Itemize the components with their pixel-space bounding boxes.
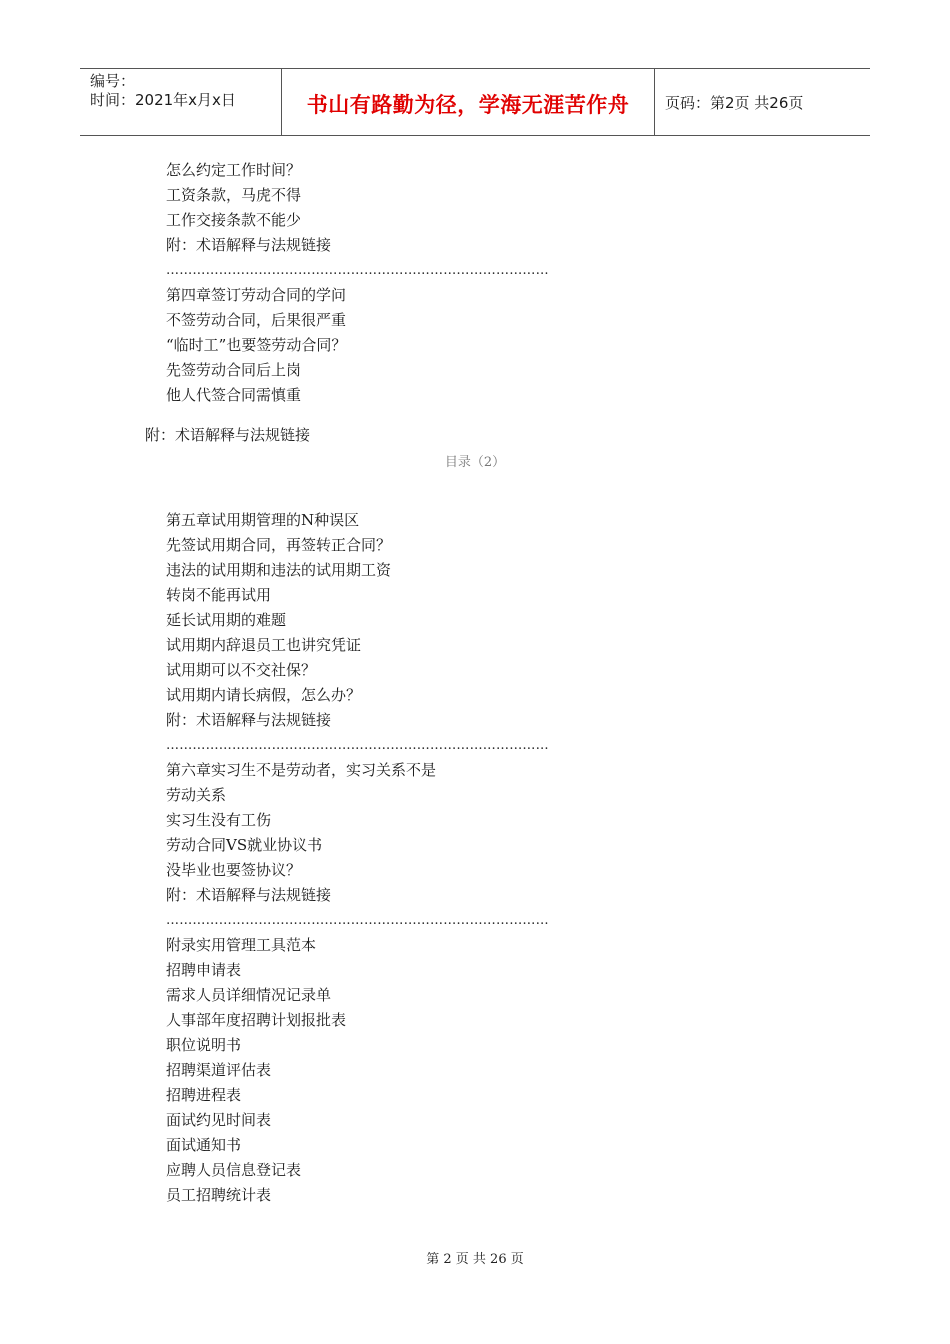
toc-line: 面试约见时间表 <box>166 1111 272 1129</box>
toc-line: 不签劳动合同，后果很严重 <box>166 311 347 329</box>
toc-line: 实习生没有工伤 <box>166 811 272 829</box>
toc-line: 先签试用期合同，再签转正合同？ <box>166 536 392 554</box>
toc-line: 需求人员详细情况记录单 <box>166 986 332 1004</box>
toc-line: 延长试用期的难题 <box>166 611 287 629</box>
toc-line: 附：术语解释与法规链接 <box>166 236 332 254</box>
toc-line: 怎么约定工作时间？ <box>166 161 302 179</box>
chapter-heading: 附录实用管理工具范本 <box>166 936 317 954</box>
toc-line: 先签劳动合同后上岗 <box>166 361 302 379</box>
toc-line: 没毕业也要签协议？ <box>166 861 302 879</box>
toc-line: 违法的试用期和违法的试用期工资 <box>166 561 392 579</box>
toc-line: 附：术语解释与法规链接 <box>166 886 332 904</box>
toc-line: 招聘申请表 <box>166 961 242 979</box>
toc-line: 转岗不能再试用 <box>166 586 272 604</box>
toc-line: 招聘渠道评估表 <box>166 1061 272 1079</box>
toc-line: 应聘人员信息登记表 <box>166 1161 302 1179</box>
toc-line: 劳动合同VS就业协议书 <box>166 836 323 854</box>
toc-line: “临时工”也要签劳动合同？ <box>166 336 347 354</box>
toc-line: 工作交接条款不能少 <box>166 211 302 229</box>
dotted-divider: …………………………………………………………………………… <box>166 263 549 278</box>
header-motto: 书山有路勤为径，学海无涯苦作舟 <box>282 69 655 135</box>
toc-line: 面试通知书 <box>166 1136 242 1154</box>
document-number-label: 编号： <box>90 72 136 90</box>
chapter-heading: 第四章签订劳动合同的学问 <box>166 286 347 304</box>
page-header <box>80 68 870 136</box>
dotted-divider: …………………………………………………………………………… <box>166 913 549 928</box>
toc-line: 试用期可以不交社保？ <box>166 661 317 679</box>
toc-line: 招聘进程表 <box>166 1086 242 1104</box>
toc-line: 劳动关系 <box>166 786 227 804</box>
toc-line: 试用期内请长病假，怎么办？ <box>166 686 362 704</box>
toc-line: 试用期内辞退员工也讲究凭证 <box>166 636 362 654</box>
toc-line: 职位说明书 <box>166 1036 242 1054</box>
toc-line: 人事部年度招聘计划报批表 <box>166 1011 347 1029</box>
dotted-divider: …………………………………………………………………………… <box>166 738 549 753</box>
toc-line: 他人代签合同需慎重 <box>166 386 302 404</box>
document-date: 时间：2021年x月x日 <box>90 91 236 109</box>
toc-line: 员工招聘统计表 <box>166 1186 272 1204</box>
toc-line: 工资条款，马虎不得 <box>166 186 302 204</box>
chapter-heading: 第五章试用期管理的N种误区 <box>166 511 360 529</box>
chapter-heading: 第六章实习生不是劳动者，实习关系不是 <box>166 761 437 779</box>
toc-title: 目录（2） <box>444 455 506 470</box>
page-footer: 第 2 页 共 26 页 <box>426 1252 524 1267</box>
appendix-line: 附：术语解释与法规链接 <box>145 426 311 444</box>
header-page-info: 页码：第2页 共26页 <box>665 93 804 112</box>
header-meta <box>80 69 282 135</box>
toc-line: 附：术语解释与法规链接 <box>166 711 332 729</box>
